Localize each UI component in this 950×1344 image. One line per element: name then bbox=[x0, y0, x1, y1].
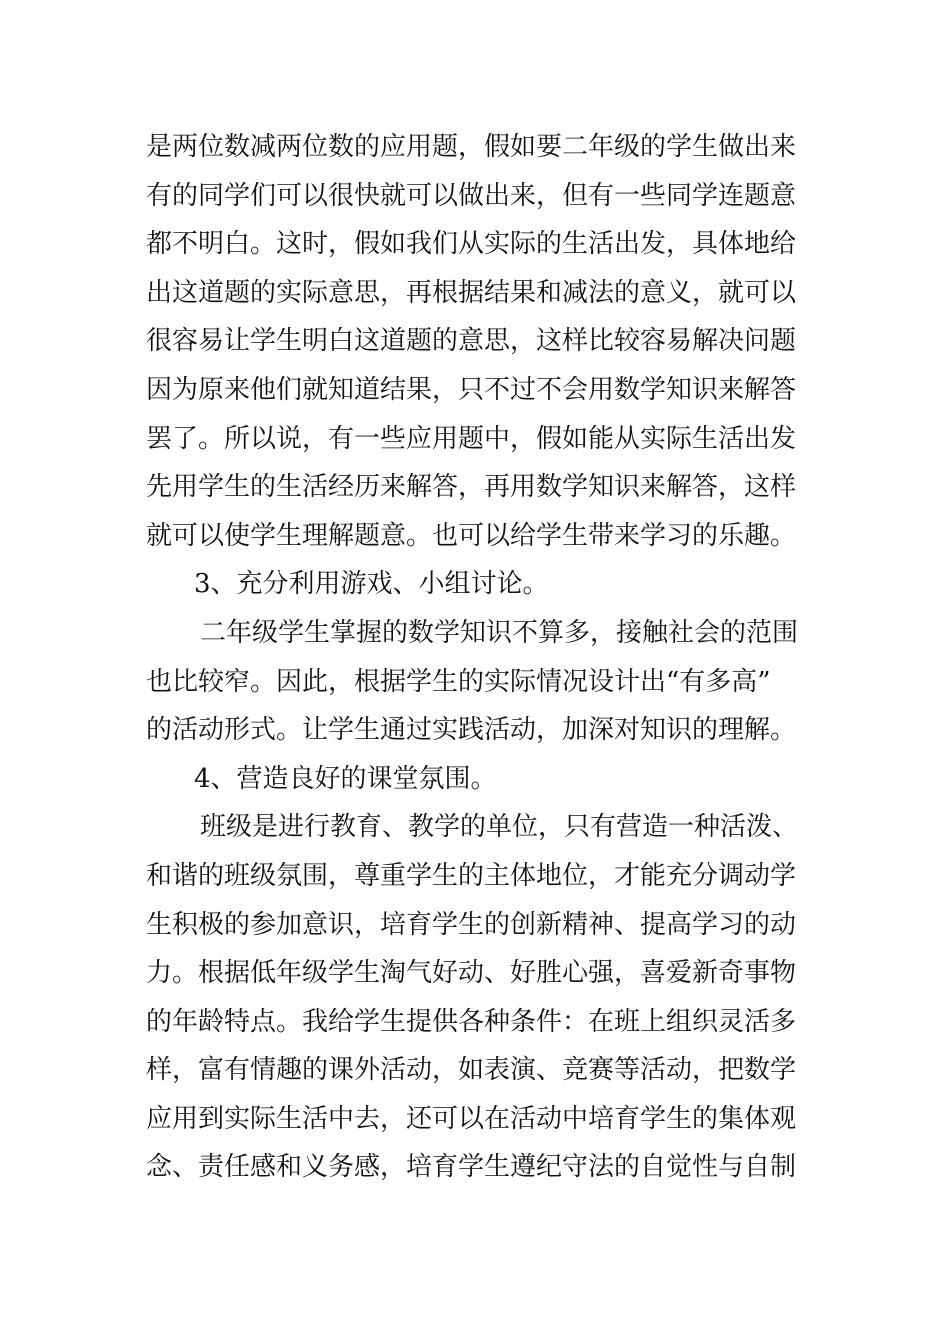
text-line: 样，富有情趣的课外活动，如表演、竞赛等活动，把数学 bbox=[146, 1055, 797, 1086]
text-line: 先用学生的生活经历来解答，再用数学知识来解答，这样 bbox=[146, 472, 797, 503]
text-line: 的年龄特点。我给学生提供各种条件：在班上组织灵活多 bbox=[146, 1006, 797, 1037]
text-line: 出这道题的实际意思，再根据结果和减法的意义，就可以 bbox=[146, 277, 797, 308]
text-line: 就可以使学生理解题意。也可以给学生带来学习的乐趣。 bbox=[146, 520, 797, 551]
text-line: 念、责任感和义务感，培育学生遵纪守法的自觉性与自制 bbox=[146, 1152, 797, 1183]
text-line: 和谐的班级氛围，尊重学生的主体地位，才能充分调动学 bbox=[146, 860, 797, 891]
text-line: 班级是进行教育、教学的单位，只有营造一种活泼、 bbox=[200, 812, 799, 843]
section-heading-3: 3、充分利用游戏、小组讨论。 bbox=[194, 569, 549, 600]
text-line: 二年级学生掌握的数学知识不算多，接触社会的范围 bbox=[200, 617, 799, 648]
text-line: 因为原来他们就知道结果，只不过不会用数学知识来解答 bbox=[146, 374, 797, 405]
text-line: 生积极的参加意识，培育学生的创新精神、提高学习的动 bbox=[146, 909, 797, 940]
text-line: 力。根据低年级学生淘气好动、好胜心强，喜爱新奇事物 bbox=[146, 958, 797, 989]
text-line: 罢了。所以说，有一些应用题中，假如能从实际生活出发 bbox=[146, 423, 797, 454]
text-line: 也比较窄。因此，根据学生的实际情况设计出“有多高” bbox=[146, 666, 771, 697]
text-line: 很容易让学生明白这道题的意思，这样比较容易解决问题 bbox=[146, 326, 797, 357]
text-line: 应用到实际生活中去，还可以在活动中培育学生的集体观 bbox=[146, 1103, 797, 1134]
section-heading-4: 4、营造良好的课堂氛围。 bbox=[194, 763, 497, 794]
text-line: 是两位数减两位数的应用题，假如要二年级的学生做出来 bbox=[146, 132, 797, 162]
body-text bbox=[146, 123, 816, 1192]
text-line: 都不明白。这时，假如我们从实际的生活出发，具体地给 bbox=[146, 229, 797, 260]
text-line: 有的同学们可以很快就可以做出来，但有一些同学连题意 bbox=[146, 180, 797, 211]
text-line: 的活动形式。让学生通过实践活动，加深对知识的理解。 bbox=[146, 715, 797, 746]
